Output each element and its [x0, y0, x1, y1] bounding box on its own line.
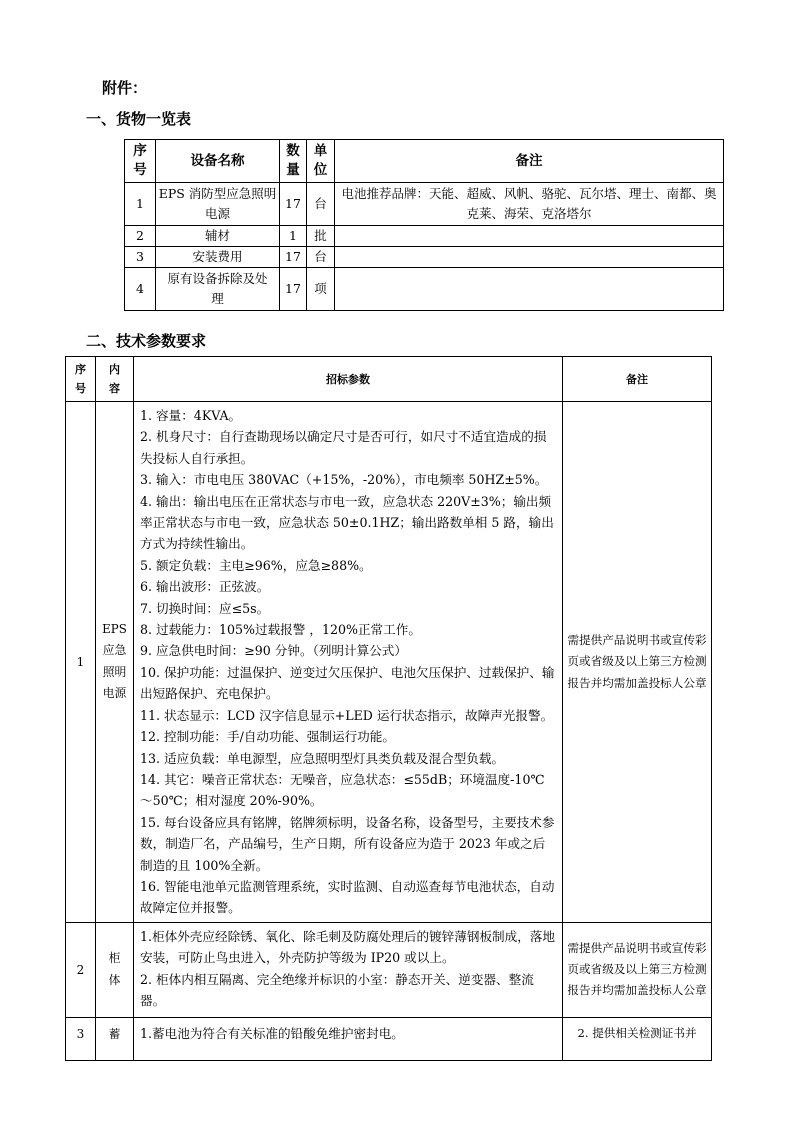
cell-no: 3	[125, 247, 156, 268]
cell-params	[134, 402, 563, 923]
cell-no: 1	[125, 183, 156, 226]
cell-unit: 批	[307, 226, 335, 247]
table-header-row	[125, 140, 724, 183]
param-line: 10. 保护功能：过温保护、逆变过欠压保护、电池欠压保护、过载保护、输出短路保护、充电保护。	[140, 664, 555, 702]
cell-note	[335, 247, 724, 268]
param-line: 16. 智能电池单元监测管理系统，实时监测、自动巡查每节电池状态，自动故障定位并报警。	[140, 878, 555, 916]
cell-name: EPS 消防型应急照明电源	[156, 183, 280, 226]
header-remark: 备注	[563, 357, 712, 402]
param-line: 8. 过载能力：105%过载报警 ，120%正常工作。	[140, 622, 421, 638]
header-note: 备注	[335, 140, 724, 183]
cell-params	[134, 922, 563, 1017]
table-row	[125, 247, 724, 268]
header-params: 招标参数	[134, 357, 563, 402]
cell-unit: 项	[307, 268, 335, 311]
cell-name: 安装费用	[156, 247, 280, 268]
header-unit-text: 单 位	[313, 143, 328, 178]
header-no	[125, 140, 156, 183]
table-row	[125, 183, 724, 226]
table-row	[66, 1017, 712, 1060]
header-no-text: 序 号	[75, 363, 86, 395]
param-line: 9. 应急供电时间：≥90 分钟。（列明计算公式）	[140, 643, 407, 659]
param-line: 5. 额定负载：主电≥96%，应急≥88%。	[140, 557, 372, 573]
cell-remark: 需提供产品说明书或宣传彩页或省级及以上第三方检测报告并均需加盖投标人公章	[563, 922, 712, 1017]
cell-note: 电池推荐品牌：天能、超威、风帆、骆驼、瓦尔塔、理士、南都、奥克莱、海荣、克洛塔尔	[335, 183, 724, 226]
cell-params	[134, 1017, 563, 1060]
section1-title: 一、货物一览表	[86, 110, 192, 128]
header-unit	[307, 140, 335, 183]
header-qty-text: 数 量	[286, 143, 300, 178]
cell-qty: 17	[280, 247, 307, 268]
param-line: 7. 切换时间：应≤5s。	[140, 600, 270, 616]
cell-no: 2	[125, 226, 156, 247]
param-line: 2. 机身尺寸：自行查勘现场以确定尺寸是否可行，如尺寸不适宜造成的损失投标人自行承担。	[140, 429, 547, 466]
cell-no: 1	[66, 402, 96, 923]
cell-content: 柜体	[96, 922, 134, 1017]
param-line: 6. 输出波形：正弦波。	[140, 579, 270, 595]
cell-unit: 台	[307, 247, 335, 268]
param-line: 4. 输出：输出电压在正常状态与市电一致，应急状态 220V±3%；输出频率正常状态与市电一致，应急状态 50±0.1HZ；输出路数单相 5 路，输出方式为持续性输出。	[140, 493, 554, 552]
goods-list-table	[124, 139, 724, 311]
cell-qty: 17	[280, 183, 307, 226]
header-content	[96, 357, 134, 402]
header-content-text: 内 容	[109, 363, 120, 395]
param-line: 1.蓄电池为符合有关标准的铅酸免维护密封电。	[140, 1025, 404, 1041]
header-no-text: 序 号	[133, 143, 147, 178]
cell-name: 原有设备拆除及处理	[156, 268, 280, 311]
header-no	[66, 357, 96, 402]
param-line: 14. 其它：噪音正常状态：无噪音，应急状态：≤55dB；环境温度-10℃～50℃；相对湿度 20%-90%。	[140, 771, 545, 809]
param-line: 11. 状态显示：LCD 汉字信息显示+LED 运行状态指示，故障声光报警。	[140, 707, 554, 723]
cell-remark: 需提供产品说明书或宣传彩页或省级及以上第三方检测报告并均需加盖投标人公章	[563, 402, 712, 923]
cell-note	[335, 268, 724, 311]
table-row	[66, 402, 712, 923]
cell-qty: 17	[280, 268, 307, 311]
cell-qty: 1	[280, 226, 307, 247]
table-row	[125, 226, 724, 247]
param-line: 1.柜体外壳应经除锈、氧化、除毛刺及防腐处理后的镀锌薄钢板制成，落地安装，可防止鸟虫进入，外壳防护等级为 IP20 或以上。	[140, 928, 556, 966]
cell-no: 3	[66, 1017, 96, 1060]
tech-params-table	[65, 356, 712, 1061]
param-line: 1. 容量：4KVA。	[140, 408, 242, 423]
param-line: 13. 适应负载：单电源型，应急照明型灯具类负载及混合型负载。	[140, 750, 505, 766]
param-line: 15. 每台设备应具有铭牌，铭牌须标明，设备名称，设备型号，主要技术参数，制造厂名，产品编号，生产日期，所有设备应为造于 2023 年或之后制造的且 100%全新。	[140, 814, 555, 873]
cell-unit: 台	[307, 183, 335, 226]
cell-no: 4	[125, 268, 156, 311]
attachment-label: 附件：	[102, 79, 148, 97]
section2-title: 二、技术参数要求	[86, 332, 207, 350]
header-qty	[280, 140, 307, 183]
param-line: 2. 柜体内相互隔离、完全绝缘并标识的小室：静态开关、逆变器、整流器。	[140, 971, 534, 1008]
table-row	[66, 922, 712, 1017]
cell-content: EPS应急照明电源	[96, 402, 134, 923]
table-row	[125, 268, 724, 311]
cell-no: 2	[66, 922, 96, 1017]
header-name: 设备名称	[156, 140, 280, 183]
param-line: 3. 输入：市电电压 380VAC（+15%，-20%），市电频率 50HZ±5%。	[140, 472, 548, 488]
cell-name: 辅材	[156, 226, 280, 247]
cell-note	[335, 226, 724, 247]
cell-content: 蓄	[96, 1017, 134, 1060]
param-line: 12. 控制功能：手/自动功能、强制运行功能。	[140, 729, 395, 745]
cell-remark: 2. 提供相关检测证书并	[563, 1017, 712, 1060]
table-header-row	[66, 357, 712, 402]
